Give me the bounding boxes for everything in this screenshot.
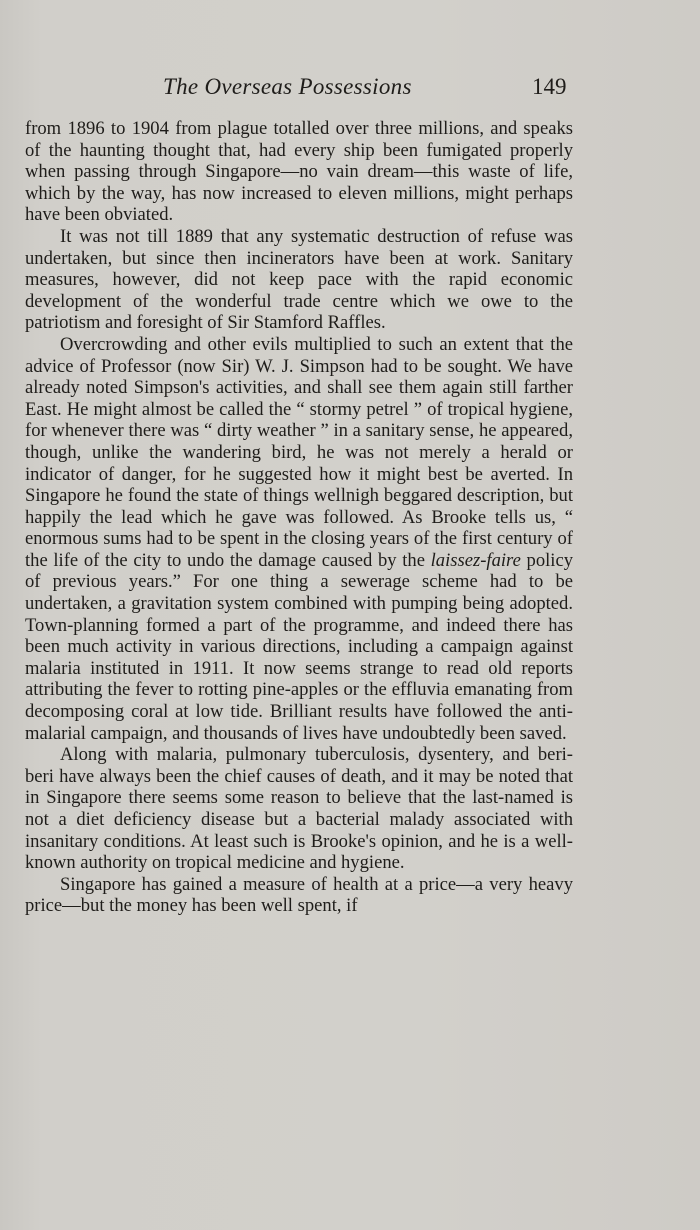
- paragraph-3-part-a: Overcrowding and other evils multiplied to such an extent that the advice of Professor (now Sir) W. J. Simpson had to be sought. We have already noted Simpson's activities, and shall see them again still farther East. He might almost be called the “ stormy petrel ” of tropical hygiene, for whenever there was “ dirty weather ” in a sanitary sense, he appeared, though, unlike the wandering bird, he was not merely a herald or indicator of danger, for he suggested how it might best be averted. In Singapore he found the state of things wellnigh beggared description, but happily the lead which he gave was followed. As Brooke tells us, “ enormous sums had to be spent in the closing years of the first century of the life of the city to undo the damage caused by the: [25, 333, 573, 571]
- page-header: [0, 72, 700, 108]
- paragraph-4: Along with malaria, pulmonary tuberculosis, dysentery, and beri-beri have always been the chief causes of death, and it may be noted that in Singapore there seems some reason to believe that the last-named is not a diet deficiency disease but a bacterial malady associated with insanitary conditions. At least such is Brooke's opinion, and he is a well-known authority on tropical medicine and hygiene.: [25, 744, 573, 874]
- paragraph-3-part-b: policy of previous years.” For one thing a sewerage scheme had to be undertaken, a gravitation system combined with pumping being adopted. Town-planning formed a part of the programme, and indeed there has been much activity in various directions, including a campaign against malaria instituted in 1911. It now seems strange to read old reports attributing the fever to rotting pine-apples or the effluvia emanating from decomposing coral at low tide. Brilliant results have followed the anti-malarial campaign, and thousands of lives have undoubtedly been saved.: [25, 549, 573, 744]
- paragraph-5: Singapore has gained a measure of health at a price—a very heavy price—but the money has been well spent, if: [25, 873, 573, 917]
- paragraph-3-italic-term: laissez-faire: [430, 549, 521, 571]
- running-title: The Overseas Possessions: [163, 74, 412, 99]
- page-number: 149: [532, 74, 567, 99]
- paragraph-3: [25, 334, 573, 744]
- paragraph-2: It was not till 1889 that any systematic destruction of refuse was undertaken, but since then incinerators have been at work. Sanitary measures, however, did not keep pace with the rapid economic development of the wonderful trade centre which we owe to the patriotism and foresight of Sir Stamford Raffles.: [25, 225, 573, 334]
- body-text: [25, 118, 573, 917]
- paragraph-1: from 1896 to 1904 from plague totalled over three millions, and speaks of the haunting thought that, had every ship been fumigated properly when passing through Singapore—no vain dream—this waste of life, which by the way, has now increased to eleven millions, might perhaps have been obviated.: [25, 118, 573, 226]
